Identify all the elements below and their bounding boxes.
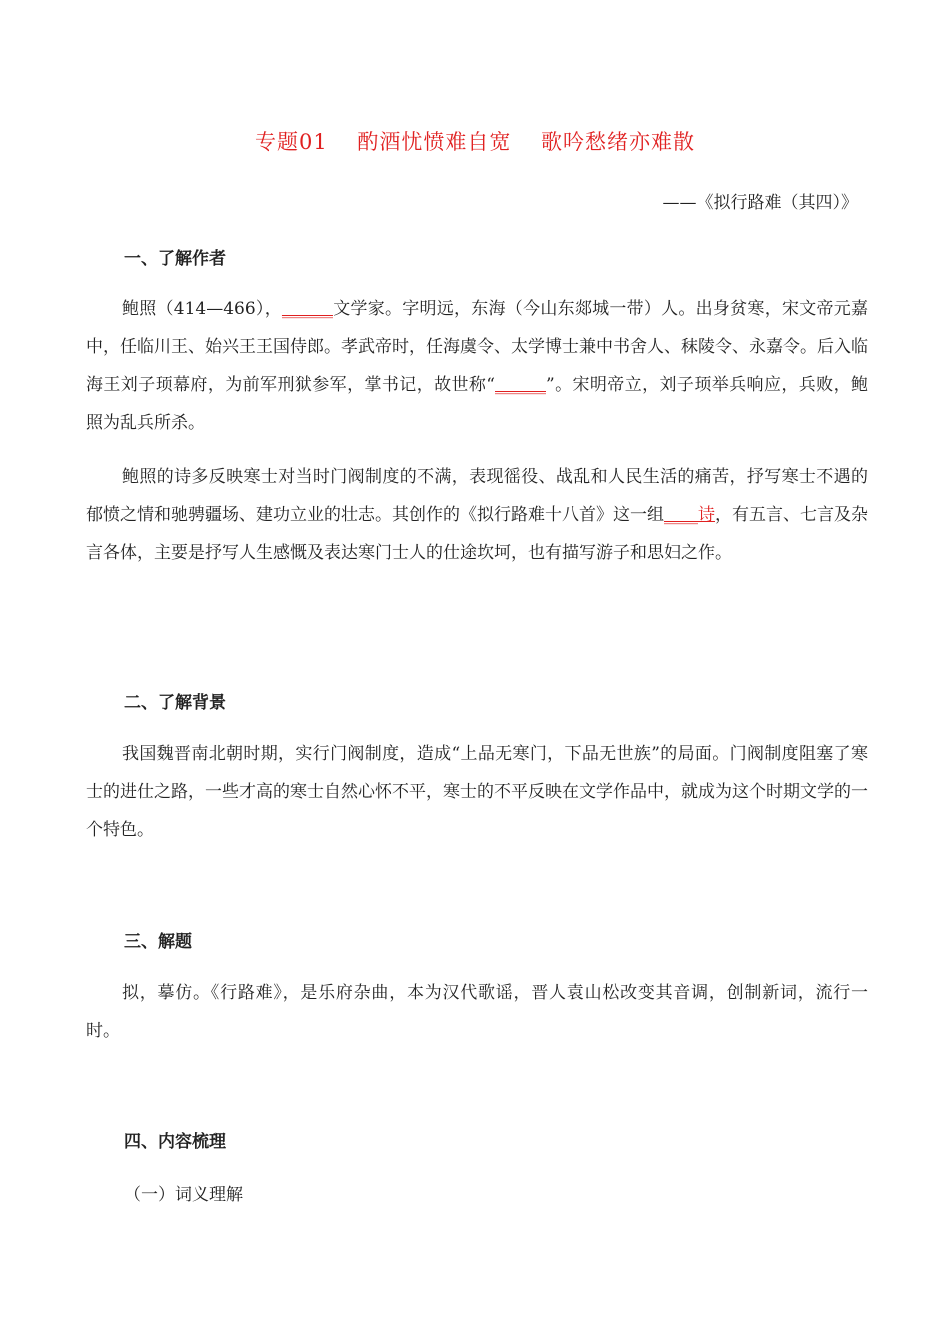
section-heading-content: 四、内容梳理 — [124, 1132, 226, 1152]
text-segment: 鲍照（414—466）， — [122, 299, 282, 319]
page-subtitle: ——《拟行路难（其四）》 — [662, 193, 858, 213]
fill-blank: ____诗 — [664, 505, 715, 525]
page-title: 专题01 酌酒忧愤难自宽 歌吟愁绪亦难散 — [254, 130, 696, 154]
text-segment: ，有五言、七言及杂言各体，主要是抒写人生感慨及表达寒门士人的仕途坎坷，也有描写游子和思妇之作。 — [86, 505, 868, 563]
fill-blank: ______ — [495, 375, 546, 395]
text-segment: ”。宋明帝立，刘子顼举兵响应，兵败，鲍照为乱兵所杀。 — [86, 375, 868, 433]
paragraph-background: 我国魏晋南北朝时期，实行门阀制度，造成“上品无寒门，下品无世族”的局面。门阀制度阻塞了寒士的进仕之路，一些才高的寒士自然心怀不平，寒士的不平反映在文学作品中，就成为这个时期文学的一个特色。 — [86, 744, 868, 840]
section-heading-author: 一、了解作者 — [124, 249, 226, 269]
section-heading-background: 二、了解背景 — [124, 693, 226, 713]
paragraph-author-bio — [86, 290, 868, 442]
subsection-heading: （一）词义理解 — [124, 1185, 243, 1205]
paragraph-title-explain: 拟，摹仿。《行路难》，是乐府杂曲，本为汉代歌谣，晋人袁山松改变其音调，创制新词，流行一时。 — [86, 983, 868, 1041]
text-segment: 鲍照的诗多反映寒士对当时门阀制度的不满，表现徭役、战乱和人民生活的痛苦，抒写寒士不遇的郁愤之情和驰骋疆场、建功立业的壮志。其创作的《拟行路难十八首》这一组 — [86, 467, 868, 525]
paragraph-author-works — [86, 458, 868, 572]
text-segment: 文学家。字明远，东海（今山东郯城一带）人。出身贫寒，宋文帝元嘉中，任临川王、始兴王王国侍郎。孝武帝时，任海虞令、太学博士兼中书舍人、秣陵令、永嘉令。后入临海王刘子顼幕府，为前军刑狱参军，掌书记，故世称“ — [86, 299, 868, 395]
section-heading-title-explain: 三、解题 — [124, 932, 192, 952]
fill-blank: ______ — [281, 299, 333, 319]
